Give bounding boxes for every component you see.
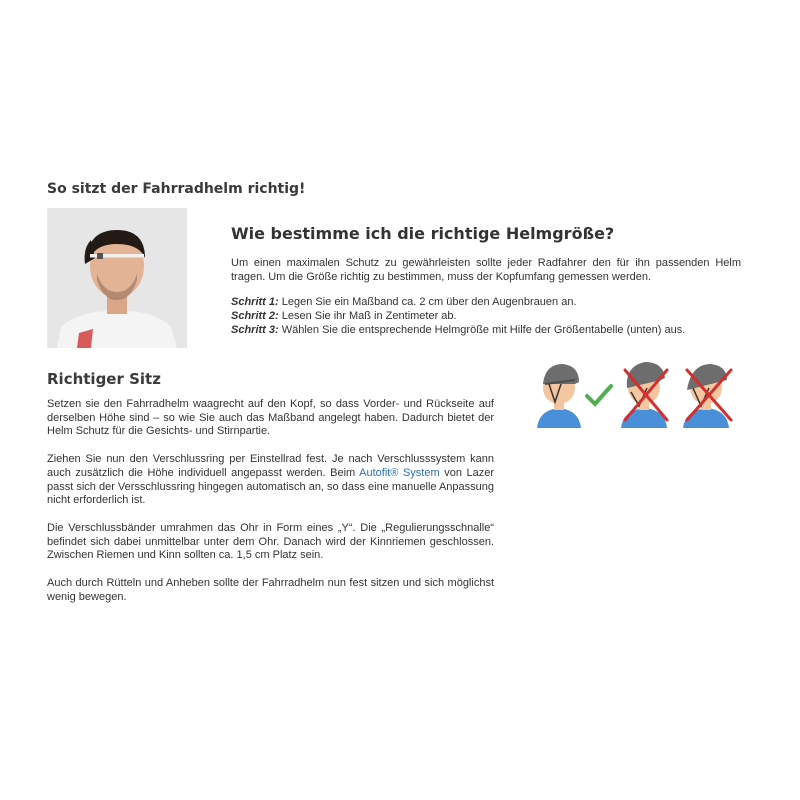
autofit-system-link[interactable]: Autofit® System xyxy=(359,466,440,479)
step-text: Wählen Sie die entsprechende Helmgröße mit Hilfe der Größentabelle (unten) aus. xyxy=(278,324,686,336)
step-3 xyxy=(231,323,741,337)
step-1 xyxy=(231,295,741,309)
step-label: Schritt 3: xyxy=(231,324,279,336)
intro-heading: Wie bestimme ich die richtige Helmgröße? xyxy=(231,224,615,243)
step-label: Schritt 2: xyxy=(231,310,279,322)
helmet-fit-illustration xyxy=(535,358,735,428)
helmet-correct-icon xyxy=(537,364,581,428)
page-title: So sitzt der Fahrradhelm richtig! xyxy=(47,181,306,197)
paragraph-2-end: von Lazer passt sich der Versschlussring hingegen automatisch an, so dass eine manuelle Anpassung nicht erforderlich ist. xyxy=(47,466,494,507)
paragraph-4: Auch durch Rütteln und Anheben sollte der Fahrradhelm nun fest sitzen und sich möglichst wenig bewegen. xyxy=(47,577,494,603)
section-body xyxy=(47,398,494,618)
paragraph-3: Die Verschlussbänder umrahmen das Ohr in Form eines „Y“. Die „Regulierungsschnalle“ befindet sich dabei unmittelbar unter dem Ohr. Danach wird der Kinnriemen geschlossen. Zwischen Riemen und Kinn sollten ca. 1,5 cm Platz sein. xyxy=(47,521,494,562)
steps-list xyxy=(231,295,741,337)
step-text: Lesen Sie ihr Maß in Zentimeter ab. xyxy=(278,310,457,322)
paragraph-1: Setzen sie den Fahrradhelm waagrecht auf den Kopf, so dass Vorder- und Rückseite auf derselben Höhe sind – so wie Sie auch das Maßband angelegt haben. Dadurch bietet der Helm Schutz für die Gesichts- und Stirnpartie. xyxy=(47,398,494,438)
check-icon xyxy=(587,386,611,404)
step-2 xyxy=(231,309,741,323)
helmet-measuring-photo xyxy=(47,208,187,348)
paragraph-2 xyxy=(47,453,494,508)
step-label: Schritt 1: xyxy=(231,296,279,308)
paragraph-2-start: Ziehen Sie nun den Verschlussring per Einstellrad fest. Je nach Verschlusssystem kann auch zusätzlich die Höhe individuell angepasst werden. Beim xyxy=(47,453,494,479)
section-heading: Richtiger Sitz xyxy=(47,370,161,388)
intro-paragraph: Um einen maximalen Schutz zu gewährleisten sollte jeder Radfahrer den für ihn passenden Helm tragen. Um die Größe richtig zu bestimmen, muss der Kopfumfang gemessen werden. xyxy=(231,257,741,283)
step-text: Legen Sie ein Maßband ca. 2 cm über den Augenbrauen an. xyxy=(278,296,577,308)
